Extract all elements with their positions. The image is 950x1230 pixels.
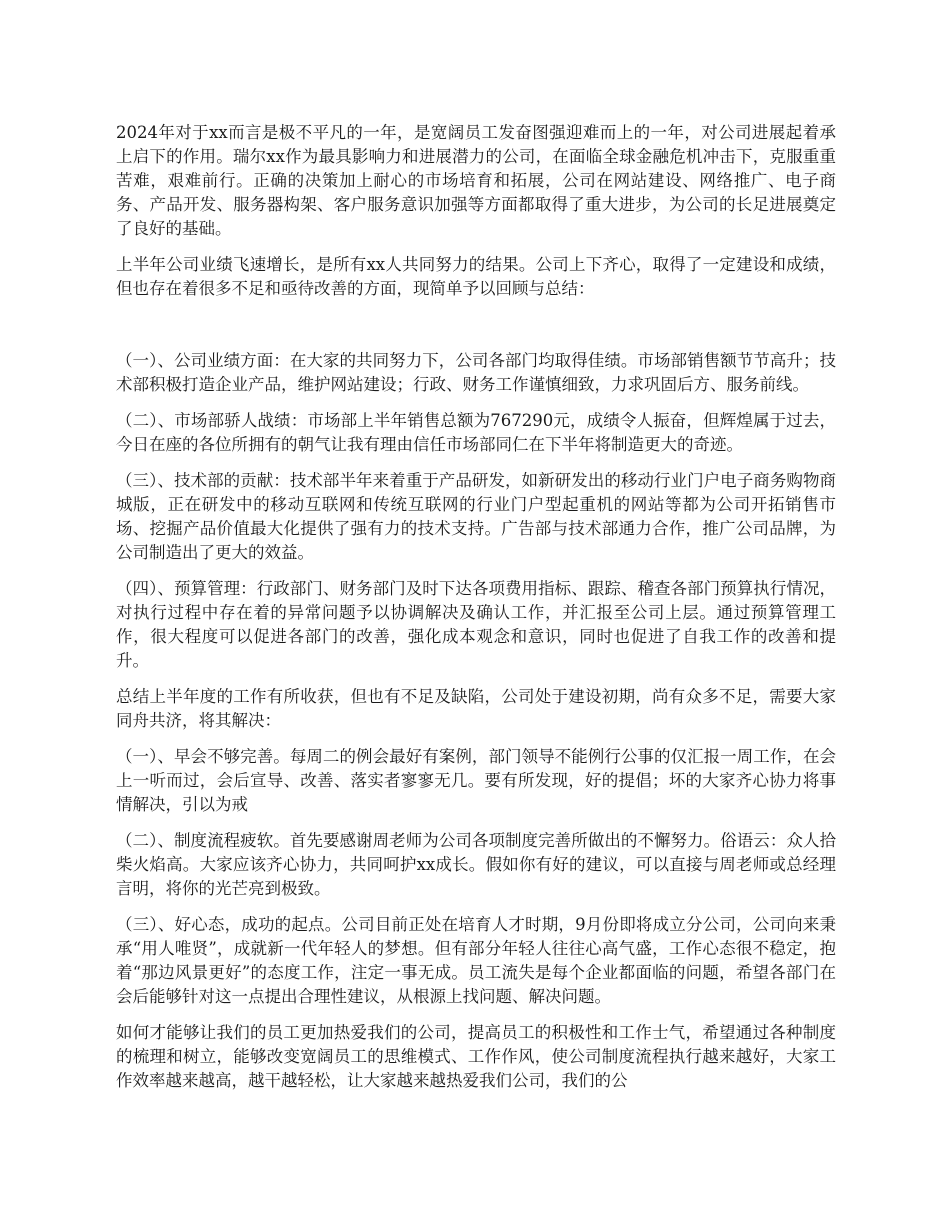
- achievement-paragraph-2: （二）、市场部骄人战绩：市场部上半年销售总额为767290元，成绩令人振奋，但辉煌属于过去，今日在座的各位所拥有的朝气让我有理由信任市场部同仁在下半年将制造更大的奇迹。: [116, 411, 836, 454]
- closing-paragraph: 如何才能够让我们的员工更加热爱我们的公司，提高员工的积极性和工作士气，希望通过各种制度的梳理和树立，能够改变宽阔员工的思维模式、工作作风，使公司制度流程执行越来越好，大家工作效率越来越高，越干越轻松，让大家越来越热爱我们公司，我们的公: [116, 1023, 836, 1090]
- intro-paragraph-2: 上半年公司业绩飞速增长，是所有xx人共同努力的结果。公司上下齐心，取得了一定建设和成绩，但也存在着很多不足和亟待改善的方面，现简单予以回顾与总结：: [116, 255, 836, 298]
- achievement-paragraph-3: （三）、技术部的贡献：技术部半年来着重于产品研发，如新研发出的移动行业门户电子商务购物商城版，正在研发中的移动互联网和传统互联网的行业门户型起重机的网站等都为公司开拓销售市场、挖掘产品价值最大化提供了强有力的技术支持。广告部与技术部通力合作，推广公司品牌，为公司制造出了更大的效益。: [116, 471, 836, 562]
- document-body: [116, 121, 836, 1105]
- achievement-paragraph-4: （四）、预算管理：行政部门、财务部门及时下达各项费用指标、跟踪、稽查各部门预算执行情况，对执行过程中存在着的异常问题予以协调解决及确认工作，并汇报至公司上层。通过预算管理工作，很大程度可以促进各部门的改善，强化成本观念和意识，同时也促进了自我工作的改善和提升。: [116, 579, 836, 670]
- summary-paragraph: 总结上半年度的工作有所收获，但也有不足及缺陷，公司处于建设初期，尚有众多不足，需要大家同舟共济，将其解决：: [116, 687, 836, 730]
- issue-paragraph-1: （一）、早会不够完善。每周二的例会最好有案例，部门领导不能例行公事的仅汇报一周工作，在会上一听而过，会后宣导、改善、落实者寥寥无几。要有所发现，好的提倡；坏的大家齐心协力将事情解决，引以为戒: [116, 747, 836, 814]
- section-spacer: [116, 313, 836, 349]
- achievement-paragraph-1: （一）、公司业绩方面：在大家的共同努力下，公司各部门均取得佳绩。市场部销售额节节高升；技术部积极打造企业产品，维护网站建设；行政、财务工作谨慎细致，力求巩固后方、服务前线。: [116, 351, 836, 394]
- issue-paragraph-3: （三）、好心态，成功的起点。公司目前正处在培育人才时期，9月份即将成立分公司，公司向来秉承“用人唯贤”，成就新一代年轻人的梦想。但有部分年轻人往往心高气盛，工作心态很不稳定，抱着“那边风景更好”的态度工作，注定一事无成。员工流失是每个企业都面临的问题，希望各部门在会后能够针对这一点提出合理性建议，从根源上找问题、解决问题。: [116, 915, 836, 1006]
- issue-paragraph-2: （二）、制度流程疲软。首先要感谢周老师为公司各项制度完善所做出的不懈努力。俗语云：众人拾柴火焰高。大家应该齐心协力，共同呵护xx成长。假如你有好的建议，可以直接与周老师或总经理言明，将你的光芒亮到极致。: [116, 831, 836, 898]
- intro-paragraph-1: 2024年对于xx而言是极不平凡的一年，是宽阔员工发奋图强迎难而上的一年，对公司进展起着承上启下的作用。瑞尔xx作为最具影响力和进展潜力的公司，在面临全球金融危机冲击下，克服重重苦难，艰难前行。正确的决策加上耐心的市场培育和拓展，公司在网站建设、网络推广、电子商务、产品开发、服务器构架、客户服务意识加强等方面都取得了重大进步，为公司的长足进展奠定了良好的基础。: [116, 123, 836, 238]
